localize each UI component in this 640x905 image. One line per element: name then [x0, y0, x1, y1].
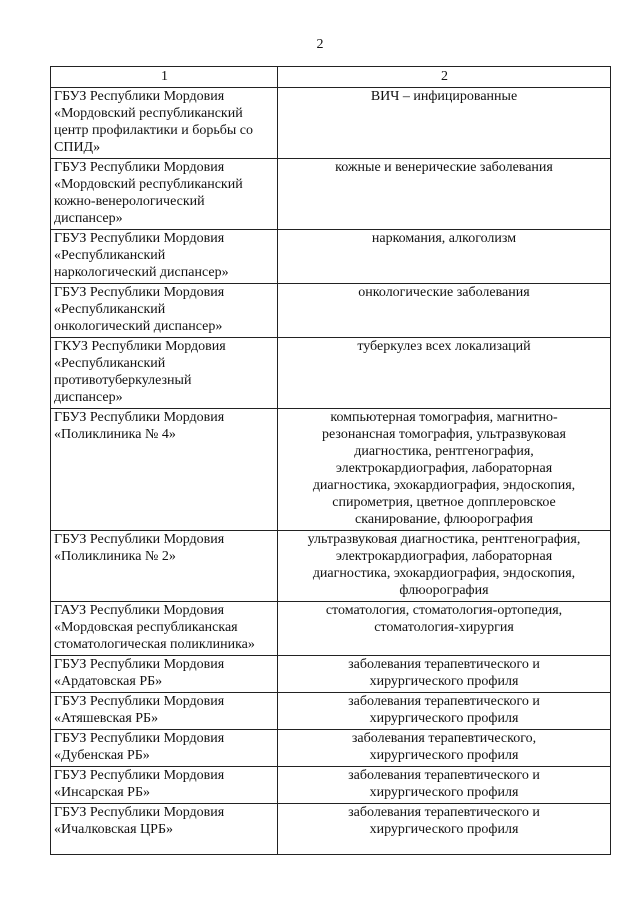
specialization-cell: ВИЧ – инфицированные: [278, 88, 611, 159]
organization-cell: ГБУЗ Республики Мордовия «Ичалковская ЦРБ»: [51, 804, 278, 855]
table-row: [51, 409, 611, 531]
specialization-cell: заболевания терапевтического и хирургического профиля: [278, 693, 611, 730]
specialization-cell: компьютерная томография, магнитно- резонансная томография, ультразвуковая диагностика, рентгенография, электрокардиография, лабораторная диагностика, эхокардиография, эндоскопия, спирометрия, цветное допплеровское сканирование, флюорография: [278, 409, 611, 531]
organization-cell: ГБУЗ Республики Мордовия «Республиканский онкологический диспансер»: [51, 284, 278, 338]
specialization-cell: заболевания терапевтического, хирургического профиля: [278, 730, 611, 767]
organization-cell: ГБУЗ Республики Мордовия «Ардатовская РБ»: [51, 656, 278, 693]
organization-cell: ГБУЗ Республики Мордовия «Поликлиника № 4»: [51, 409, 278, 531]
specialization-cell: онкологические заболевания: [278, 284, 611, 338]
specialization-cell: стоматология, стоматология-ортопедия, стоматология-хирургия: [278, 602, 611, 656]
specialization-cell: заболевания терапевтического и хирургического профиля: [278, 804, 611, 855]
organization-cell: ГБУЗ Республики Мордовия «Атяшевская РБ»: [51, 693, 278, 730]
specialization-cell: туберкулез всех локализаций: [278, 338, 611, 409]
specialization-cell: кожные и венерические заболевания: [278, 159, 611, 230]
table-row: [51, 284, 611, 338]
specialization-cell: заболевания терапевтического и хирургического профиля: [278, 767, 611, 804]
organization-cell: ГБУЗ Республики Мордовия «Мордовский республиканский кожно-венерологический диспансер»: [51, 159, 278, 230]
specialization-cell: ультразвуковая диагностика, рентгенография, электрокардиография, лабораторная диагностика, эхокардиография, эндоскопия, флюорография: [278, 531, 611, 602]
table-row: [51, 230, 611, 284]
column-header-1: 1: [51, 67, 278, 88]
table-row: [51, 159, 611, 230]
organization-cell: ГАУЗ Республики Мордовия «Мордовская республиканская стоматологическая поликлиника»: [51, 602, 278, 656]
table-row: [51, 730, 611, 767]
table-row: [51, 656, 611, 693]
organizations-table: [50, 66, 611, 855]
organization-cell: ГБУЗ Республики Мордовия «Мордовский республиканский центр профилактики и борьбы со СПИД»: [51, 88, 278, 159]
specialization-cell: заболевания терапевтического и хирургического профиля: [278, 656, 611, 693]
organization-cell: ГБУЗ Республики Мордовия «Республиканский наркологический диспансер»: [51, 230, 278, 284]
table-row: [51, 88, 611, 159]
organization-cell: ГКУЗ Республики Мордовия «Республиканский противотуберкулезный диспансер»: [51, 338, 278, 409]
table-row: [51, 693, 611, 730]
organization-cell: ГБУЗ Республики Мордовия «Поликлиника № 2»: [51, 531, 278, 602]
table-row: [51, 767, 611, 804]
table-row: [51, 338, 611, 409]
table-row: [51, 602, 611, 656]
column-header-2: 2: [278, 67, 611, 88]
page-number: 2: [316, 37, 324, 52]
organization-cell: ГБУЗ Республики Мордовия «Инсарская РБ»: [51, 767, 278, 804]
organization-cell: ГБУЗ Республики Мордовия «Дубенская РБ»: [51, 730, 278, 767]
table-row: [51, 531, 611, 602]
table-row: [51, 804, 611, 855]
specialization-cell: наркомания, алкоголизм: [278, 230, 611, 284]
table-header-row: [51, 67, 611, 88]
